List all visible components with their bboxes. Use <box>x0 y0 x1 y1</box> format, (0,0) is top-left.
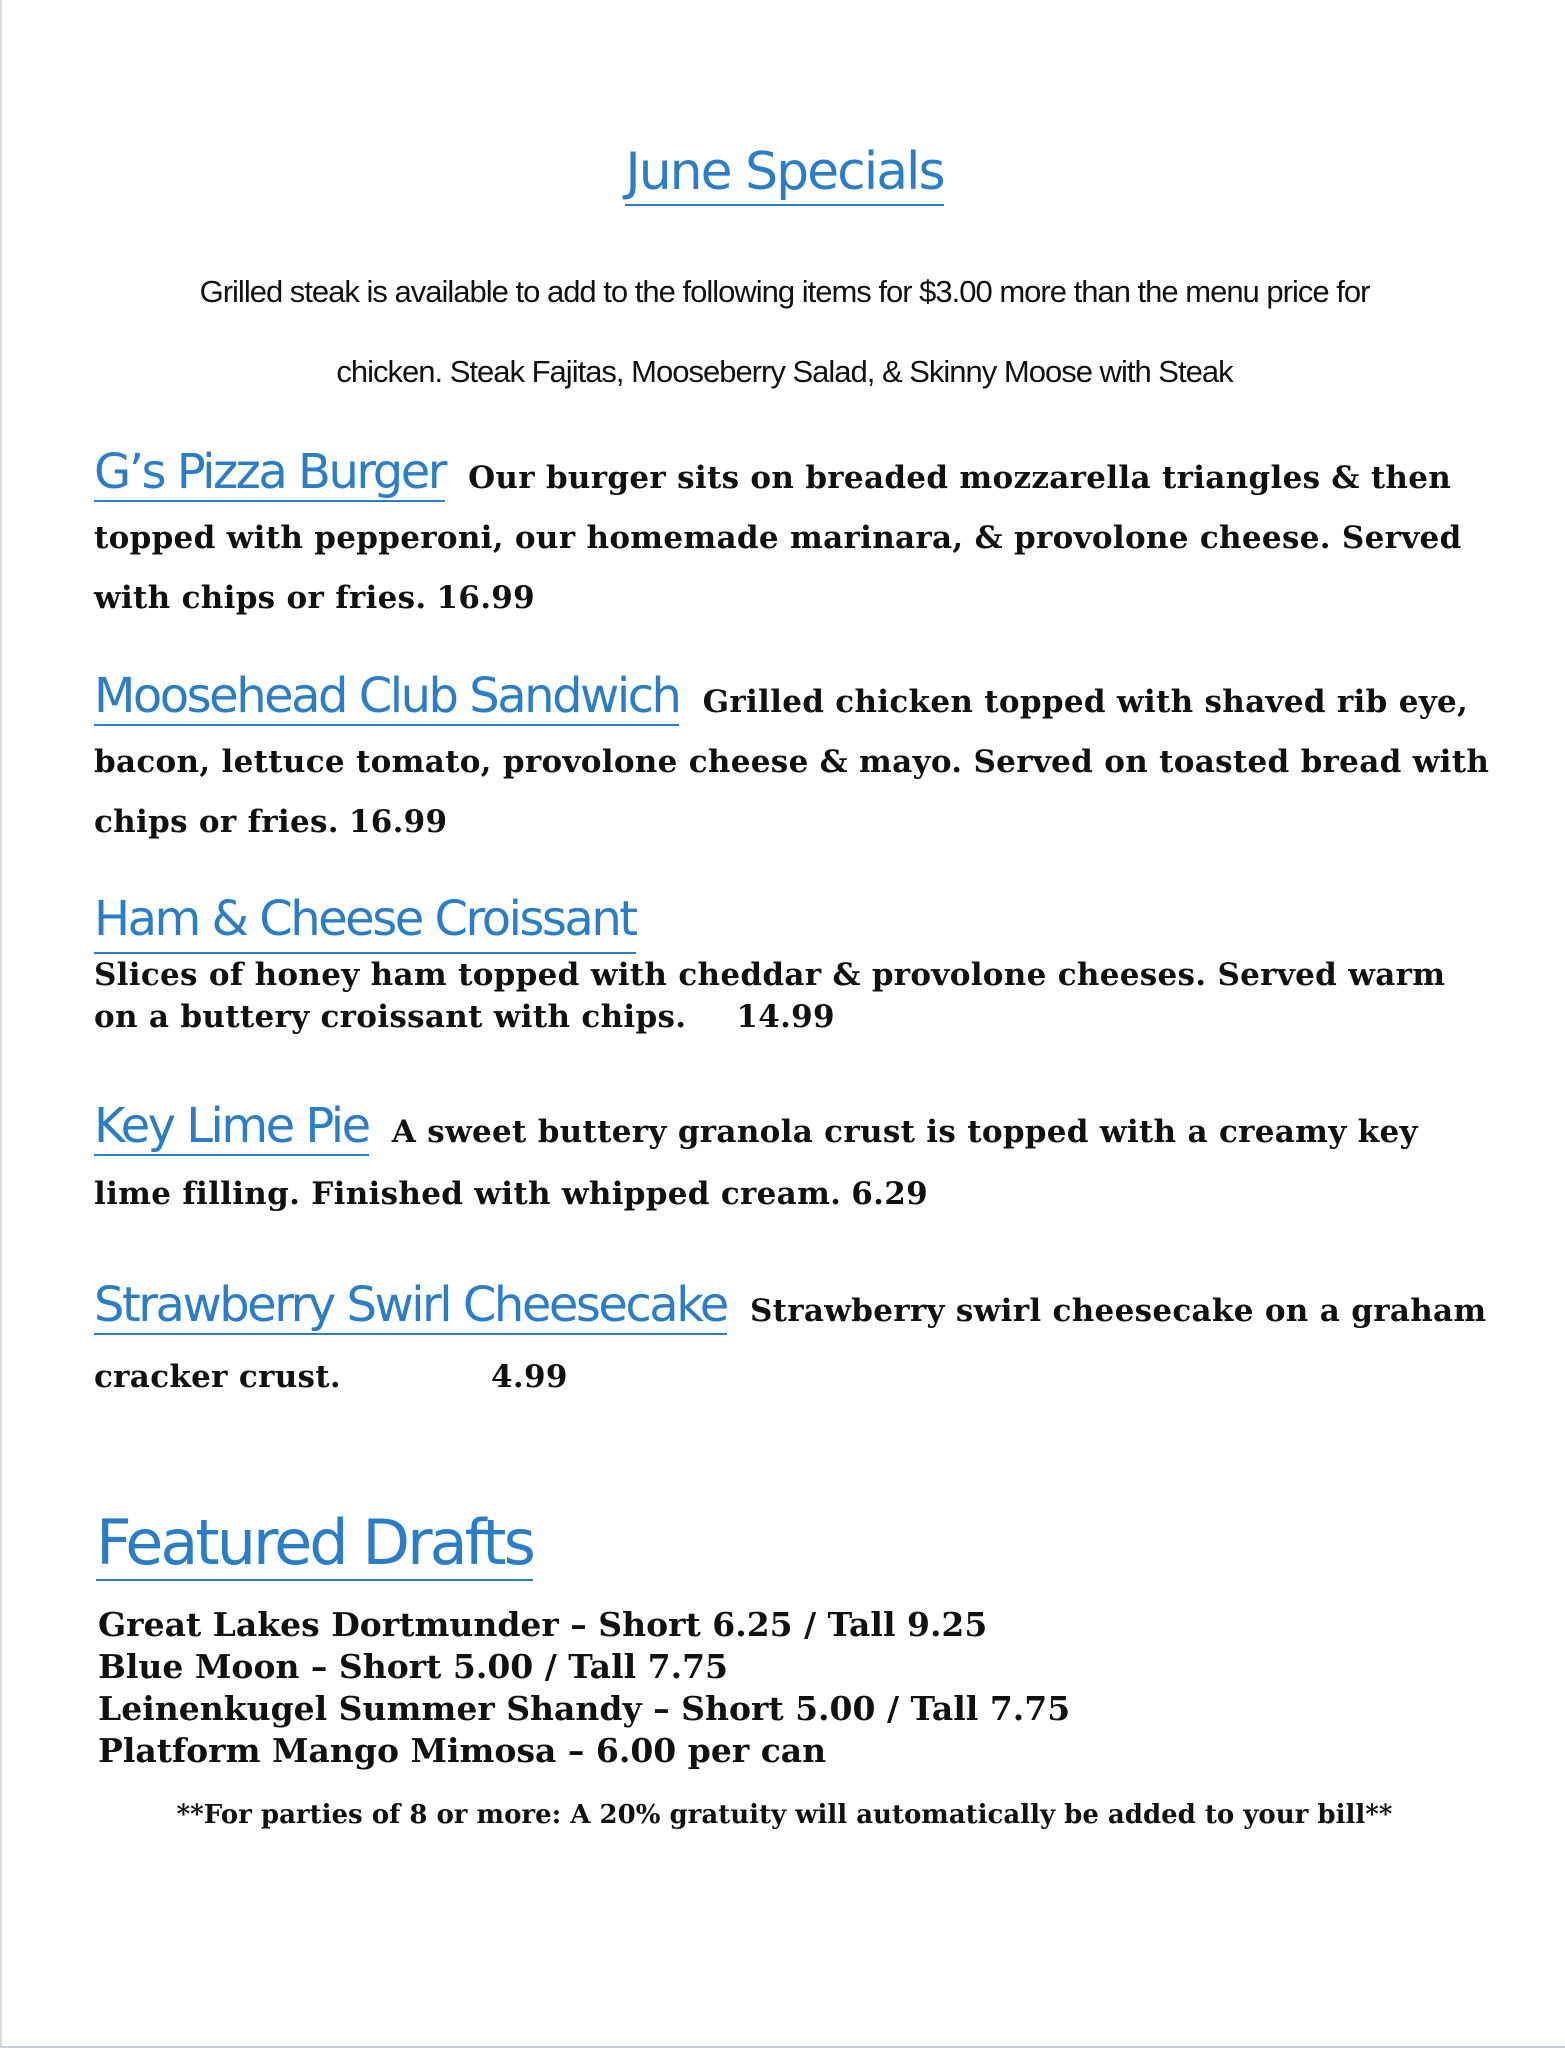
menu-item-price: 16.99 <box>436 580 536 616</box>
menu-item-description: Our burger sits on breaded mozzarella triangles & then topped with pepperoni, our homemade marinara, & provolone cheese. Served with chips or fries. <box>94 460 1462 616</box>
menu-item-name: Strawberry Swirl Cheesecake <box>94 1277 727 1333</box>
menu-item-key-lime-pie <box>94 1095 1494 1225</box>
featured-drafts-heading <box>96 1506 533 1579</box>
steak-addon-note <box>97 252 1472 412</box>
menu-item-name: Moosehead Club Sandwich <box>94 668 680 724</box>
menu-item-price: 4.99 <box>491 1359 568 1395</box>
gratuity-note: **For parties of 8 or more: A 20% gratuity will automatically be added to your bill** <box>176 1800 1393 1830</box>
draft-item: Leinenkugel Summer Shandy – Short 5.00 / Tall 7.75 <box>98 1689 1071 1728</box>
drafts-list <box>98 1604 1070 1772</box>
featured-drafts-heading-text: Featured Drafts <box>96 1506 533 1579</box>
menu-item-cheesecake <box>94 1272 1494 1410</box>
menu-item-description: Strawberry swirl cheesecake on a graham cracker crust. <box>94 1293 1487 1395</box>
menu-item-name: Key Lime Pie <box>94 1098 369 1154</box>
draft-item: Great Lakes Dortmunder – Short 6.25 / Tall 9.25 <box>98 1605 988 1644</box>
menu-item-club-sandwich <box>94 666 1494 852</box>
page-title <box>2 142 1565 202</box>
steak-addon-note-line-1: Grilled steak is available to add to the following items for $3.00 more than the menu price for <box>199 274 1370 309</box>
draft-item: Blue Moon – Short 5.00 / Tall 7.75 <box>98 1647 728 1686</box>
menu-item-price: 6.29 <box>851 1176 928 1212</box>
menu-item-price: 16.99 <box>348 804 448 840</box>
menu-item-price: 14.99 <box>736 999 835 1035</box>
page-title-text: June Specials <box>625 142 943 206</box>
menu-item-pizza-burger <box>94 442 1494 628</box>
menu-item-name: Ham & Cheese Croissant <box>94 886 636 954</box>
draft-item: Platform Mango Mimosa – 6.00 per can <box>98 1731 827 1770</box>
menu-item-description: Grilled chicken topped with shaved rib eye, bacon, lettuce tomato, provolone cheese & mayo. Served on toasted bread with chips or fries. <box>94 684 1490 840</box>
menu-item-name: G’s Pizza Burger <box>94 444 445 500</box>
menu-item-description: A sweet buttery granola crust is topped with a creamy key lime filling. Finished with whipped cream. <box>94 1114 1418 1212</box>
menu-item-ham-croissant <box>94 886 1494 1038</box>
menu-item-description: Slices of honey ham topped with cheddar & provolone cheeses. Served warm on a buttery croissant with chips. <box>94 957 1446 1035</box>
steak-addon-note-line-2: chicken. Steak Fajitas, Mooseberry Salad, & Skinny Moose with Steak <box>336 354 1233 389</box>
